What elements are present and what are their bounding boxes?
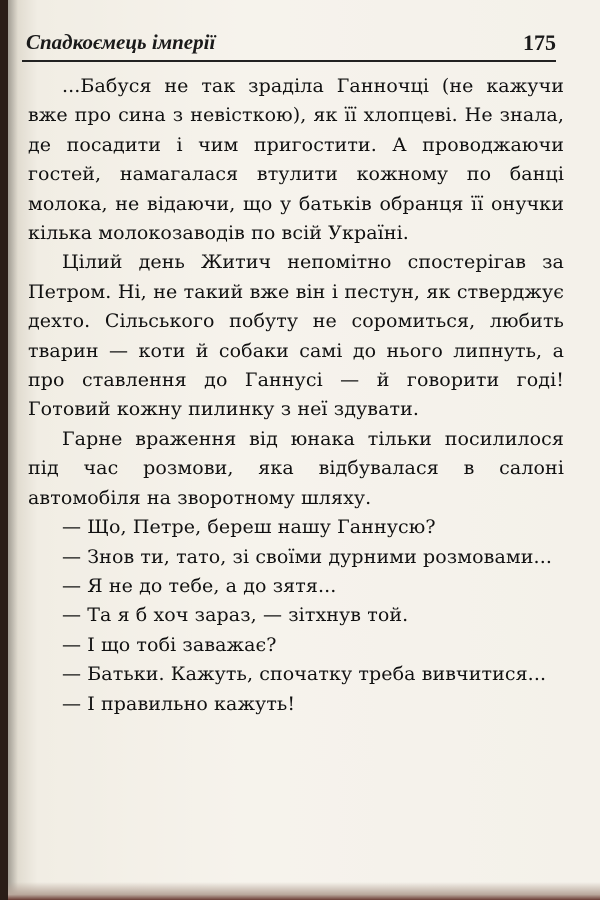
dialogue-line: — Батьки. Кажуть, спочатку треба вивчитися... [62,663,547,686]
page-gutter-shadow [8,0,18,900]
dialogue-line: — Та я б хоч зараз, — зітхнув той. [62,604,409,627]
paragraph: Гарне враження від юнака тільки посилилося під час розмови, яка відбувалася в салоні автомобіля на зворотному шляху. [28,427,564,509]
dialogue-line: — Знов ти, тато, зі своїми дурними розмовами... [62,545,552,568]
book-page [8,0,600,900]
dialogue-line: — Я не до тебе, а до зятя... [62,574,337,597]
dialogue-line: — І що тобі заважає? [62,633,277,656]
page-header [22,30,556,62]
dialogue-line: — Що, Петре, береш нашу Ганнусю? [62,516,436,539]
dialogue-line: — І правильно кажуть! [62,692,296,715]
running-title: Спадкоємець імперії [26,30,216,54]
page-bottom-edge [8,882,600,900]
page-body [28,72,564,719]
paragraph: Цілий день Житич непомітно спостерігав за Петром. Ні, не такий вже він і пестун, як стверджує дехто. Сільського побуту не соромиться, любить тварин — коти й собаки самі до нього липнуть, а про ставлення до Ганнусі — й говорити годі! Готовий кожну пилинку з неї здувати. [28,251,564,421]
page-number: 175 [523,30,556,55]
paragraph: ...Бабуся не так зраділа Ганночці (не кажучи вже про сина з невісткою), як її хлопцеві. Не знала, де посадити і чим пригостити. А проводжаючи гостей, намагалася втулити кожному по банці молока, не відаючи, що у батьків обранця її онучки кілька молокозаводів по всій Україні. [28,75,564,245]
